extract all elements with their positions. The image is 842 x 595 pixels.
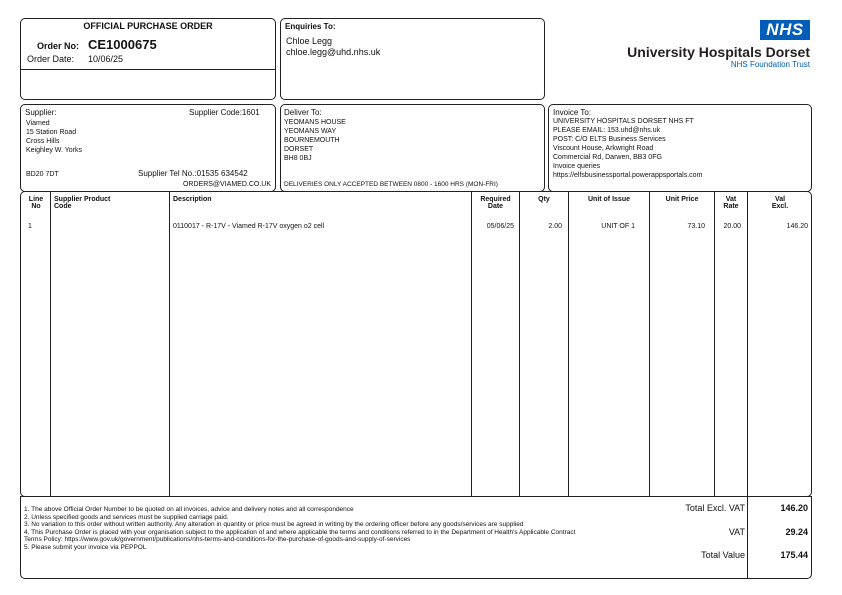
org-name: University Hospitals Dorset [627, 44, 810, 60]
header-unit-price: Unit Price [665, 196, 699, 203]
deliver-label: Deliver To: [284, 108, 322, 117]
term-item[interactable]: Terms Policy: https://www.gov.uk/government/publications/nhs-terms-and-conditions-for-the-purchase-of-goods-and-supply-of-services [24, 536, 411, 543]
supplier-address-line: Cross Hills [26, 138, 60, 145]
deliver-address-line: BH8 0BJ [284, 155, 312, 162]
row-required: 05/06/25 [486, 223, 514, 230]
term-item: 2. Unless specified goods and services must be supplied carriage paid. [24, 513, 229, 521]
order-date-label: Order Date: [27, 54, 75, 64]
row-qty: 2.00 [548, 223, 562, 230]
nhs-logo: NHS [760, 20, 810, 40]
supplier-box [20, 104, 276, 192]
header-required: Date [487, 203, 504, 210]
order-date: 10/06/25 [88, 54, 124, 64]
order-no-label: Order No: [37, 41, 80, 51]
invoice-box [548, 104, 812, 192]
term-item: 4. This Purchase Order is placed with your organisation subject to the application of and where applicable the terms and conditions referred to in the Department of Health's Applicable Contract [24, 528, 576, 536]
row-line: 1 [28, 223, 32, 230]
row-vat-rate: 20.00 [723, 223, 741, 230]
header-description: Description [173, 196, 212, 203]
supplier-address-line: 15 Station Road [26, 129, 77, 136]
deliver-address-line: YEOMANS WAY [284, 128, 337, 135]
header-line: No [31, 203, 41, 210]
header-supplier-code: Code [54, 203, 72, 210]
invoice-line: Invoice queries [553, 163, 601, 170]
header-line: Line [28, 196, 44, 203]
terms-list [24, 506, 575, 551]
header-vat-rate: Vat [725, 196, 737, 203]
supplier-code: 1601 [241, 108, 260, 117]
invoice-line: Viscount House, Arkwright Road [553, 145, 654, 152]
order-title: OFFICIAL PURCHASE ORDER [83, 21, 213, 31]
row-description: 0110017 - R-17V - Viamed R-17V oxygen o2 cell [173, 223, 325, 230]
trust-name: NHS Foundation Trust [730, 60, 810, 69]
term-item: 3. No variation to this order without written authority. Any alteration in quantity or price must be agreed in writing by the ordering officer before any goods/services are supplied [24, 521, 524, 528]
deliver-address-line: BOURNEMOUTH [284, 137, 340, 144]
supplier-address-line: Viamed [26, 120, 50, 127]
header-required: Required [480, 196, 511, 203]
supplier-tel-label: Supplier Tel No.: [138, 169, 197, 178]
supplier-email[interactable]: ORDERS@VIAMED.CO.UK [182, 181, 271, 188]
row-value: 146.20 [786, 223, 808, 230]
enquiries-name: Chloe Legg [286, 36, 333, 46]
deliver-address-line: DORSET [284, 146, 314, 153]
vat-label: VAT [728, 527, 745, 537]
delivery-note: DELIVERIES ONLY ACCEPTED BETWEEN 0800 - 1600 HRS (MON-FRI) [284, 181, 498, 188]
total-excl-label: Total Excl. VAT [685, 503, 745, 513]
invoice-portal-link[interactable]: https://elfsbusinessportal.powerappsportals.com [553, 172, 703, 179]
header-supplier-code: Supplier Product [54, 196, 111, 203]
supplier-address-line: Keighley W. Yorks [26, 147, 83, 154]
total-value: 175.44 [780, 550, 808, 560]
vat-amount: 29.24 [785, 527, 808, 537]
deliver-address-line: YEOMANS HOUSE [284, 119, 346, 126]
invoice-label: Invoice To: [553, 108, 592, 117]
term-item: 1. The above Official Order Number to be quoted on all invoices, advice and delivery notes and all correspondence [24, 506, 354, 513]
line-items-table [20, 191, 812, 497]
supplier-address [26, 119, 82, 155]
enquiries-label: Enquiries To: [285, 22, 336, 31]
deliver-box [280, 104, 545, 192]
invoice-line: PLEASE EMAIL: 153.uhd@nhs.uk [553, 127, 661, 134]
header-value: Excl. [771, 203, 789, 210]
deliver-address [284, 118, 346, 163]
supplier-label: Supplier: [25, 108, 57, 117]
row-unit-price: 73.10 [687, 223, 705, 230]
header-unit: Unit of Issue [587, 196, 630, 203]
invoice-line: UNIVERSITY HOSPITALS DORSET NHS FT [553, 118, 694, 125]
supplier-code-label: Supplier Code: [189, 108, 242, 117]
total-value-label: Total Value [701, 550, 745, 560]
header-qty: Qty [538, 196, 550, 203]
supplier-postcode: BD20 7DT [26, 171, 59, 178]
term-item: 5. Please submit your invoice via PEPPOL [24, 543, 147, 551]
header-value: Val [774, 196, 786, 203]
header-vat-rate: Rate [723, 203, 739, 210]
invoice-line: Commercial Rd, Darwen, BB3 0FG [553, 154, 662, 161]
invoice-address [553, 117, 702, 180]
order-no: CE1000675 [88, 37, 157, 52]
invoice-line: POST: C/O ELTS Business Services [553, 136, 666, 143]
enquiries-box [280, 18, 545, 100]
supplier-tel: 01535 634542 [196, 169, 248, 178]
row-unit: UNIT OF 1 [601, 223, 635, 230]
total-excl: 146.20 [780, 503, 808, 513]
enquiries-email[interactable]: chloe.legg@uhd.nhs.uk [286, 47, 381, 57]
footer-box [20, 496, 812, 579]
